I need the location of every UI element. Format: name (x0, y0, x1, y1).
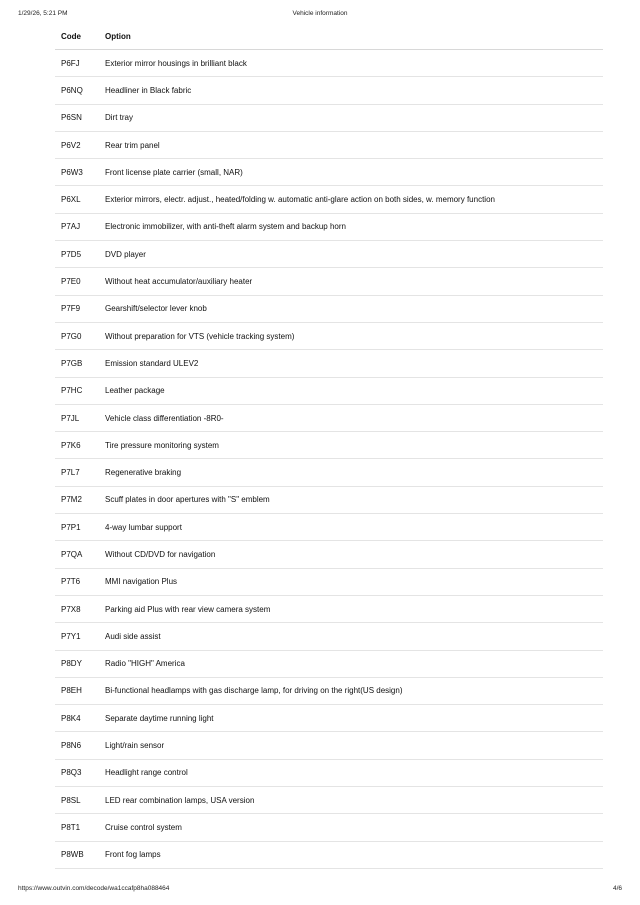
option-code: P7QA (55, 541, 99, 568)
option-description: Leather package (99, 377, 603, 404)
option-code: P8DY (55, 650, 99, 677)
option-description: Gearshift/selector lever knob (99, 295, 603, 322)
option-description: Rear trim panel (99, 131, 603, 158)
option-description: Without CD/DVD for navigation (99, 541, 603, 568)
table-row (55, 404, 603, 431)
option-description: Front fog lamps (99, 841, 603, 868)
option-description: Regenerative braking (99, 459, 603, 486)
table-row (55, 350, 603, 377)
option-code: P7T6 (55, 568, 99, 595)
table-row (55, 623, 603, 650)
option-code: P6XL (55, 186, 99, 213)
option-description: DVD player (99, 241, 603, 268)
option-description: Audi side assist (99, 623, 603, 650)
table-row (55, 514, 603, 541)
option-code: P6SN (55, 104, 99, 131)
option-description: Dirt tray (99, 104, 603, 131)
option-description: Radio "HIGH" America (99, 650, 603, 677)
option-code: P7GB (55, 350, 99, 377)
option-code: P7HC (55, 377, 99, 404)
table-body (55, 50, 603, 869)
table-row (55, 322, 603, 349)
table-row (55, 568, 603, 595)
option-description: Cruise control system (99, 814, 603, 841)
option-code: P8K4 (55, 705, 99, 732)
print-title: Vehicle information (292, 10, 348, 17)
table-row (55, 541, 603, 568)
table-row (55, 268, 603, 295)
print-datetime: 1/29/26, 5:21 PM (18, 10, 68, 17)
options-table (55, 24, 603, 869)
table-row (55, 650, 603, 677)
table-row (55, 459, 603, 486)
table-row (55, 241, 603, 268)
option-code: P7E0 (55, 268, 99, 295)
option-description: MMI navigation Plus (99, 568, 603, 595)
option-description: Parking aid Plus with rear view camera system (99, 595, 603, 622)
column-header-option: Option (99, 24, 603, 50)
column-header-code: Code (55, 24, 99, 50)
option-code: P6NQ (55, 77, 99, 104)
option-code: P8SL (55, 787, 99, 814)
option-description: Bi-functional headlamps with gas discharge lamp, for driving on the right(US design) (99, 677, 603, 704)
table-row (55, 841, 603, 868)
option-description: Light/rain sensor (99, 732, 603, 759)
option-code: P7K6 (55, 432, 99, 459)
table-row (55, 77, 603, 104)
table-row (55, 486, 603, 513)
table-row (55, 677, 603, 704)
option-code: P8T1 (55, 814, 99, 841)
page-number: 4/6 (612, 885, 622, 892)
option-code: P7M2 (55, 486, 99, 513)
option-description: Scuff plates in door apertures with "S" emblem (99, 486, 603, 513)
option-code: P7F9 (55, 295, 99, 322)
option-code: P6V2 (55, 131, 99, 158)
table-row (55, 50, 603, 77)
option-description: 4-way lumbar support (99, 514, 603, 541)
option-code: P8EH (55, 677, 99, 704)
option-code: P7X8 (55, 595, 99, 622)
table-row (55, 432, 603, 459)
table-row (55, 295, 603, 322)
option-code: P7P1 (55, 514, 99, 541)
table-row (55, 377, 603, 404)
option-code: P7JL (55, 404, 99, 431)
table-row (55, 213, 603, 240)
table-row (55, 159, 603, 186)
option-description: Without preparation for VTS (vehicle tracking system) (99, 322, 603, 349)
table-row (55, 131, 603, 158)
print-header (18, 10, 622, 22)
option-description: Emission standard ULEV2 (99, 350, 603, 377)
option-description: Headliner in Black fabric (99, 77, 603, 104)
option-code: P7G0 (55, 322, 99, 349)
table-row (55, 759, 603, 786)
option-description: Separate daytime running light (99, 705, 603, 732)
print-footer (18, 885, 622, 897)
option-description: Exterior mirror housings in brilliant black (99, 50, 603, 77)
option-code: P7AJ (55, 213, 99, 240)
option-code: P8N6 (55, 732, 99, 759)
option-description: LED rear combination lamps, USA version (99, 787, 603, 814)
option-description: Vehicle class differentiation -8R0- (99, 404, 603, 431)
option-description: Tire pressure monitoring system (99, 432, 603, 459)
option-description: Headlight range control (99, 759, 603, 786)
table-row (55, 705, 603, 732)
option-description: Without heat accumulator/auxiliary heater (99, 268, 603, 295)
table-row (55, 814, 603, 841)
option-code: P7D5 (55, 241, 99, 268)
table-row (55, 732, 603, 759)
option-description: Electronic immobilizer, with anti-theft alarm system and backup horn (99, 213, 603, 240)
option-code: P6W3 (55, 159, 99, 186)
option-description: Front license plate carrier (small, NAR) (99, 159, 603, 186)
table-row (55, 104, 603, 131)
option-code: P6FJ (55, 50, 99, 77)
option-code: P7L7 (55, 459, 99, 486)
options-table-container (55, 24, 603, 869)
table-row (55, 787, 603, 814)
option-code: P8WB (55, 841, 99, 868)
option-code: P8Q3 (55, 759, 99, 786)
option-code: P7Y1 (55, 623, 99, 650)
page-url: https://www.outvin.com/decode/wa1ccafp8ha088464 (18, 885, 170, 892)
table-header-row (55, 24, 603, 50)
table-row (55, 186, 603, 213)
option-description: Exterior mirrors, electr. adjust., heated/folding w. automatic anti-glare action on both sides, w. memory function (99, 186, 603, 213)
table-row (55, 595, 603, 622)
